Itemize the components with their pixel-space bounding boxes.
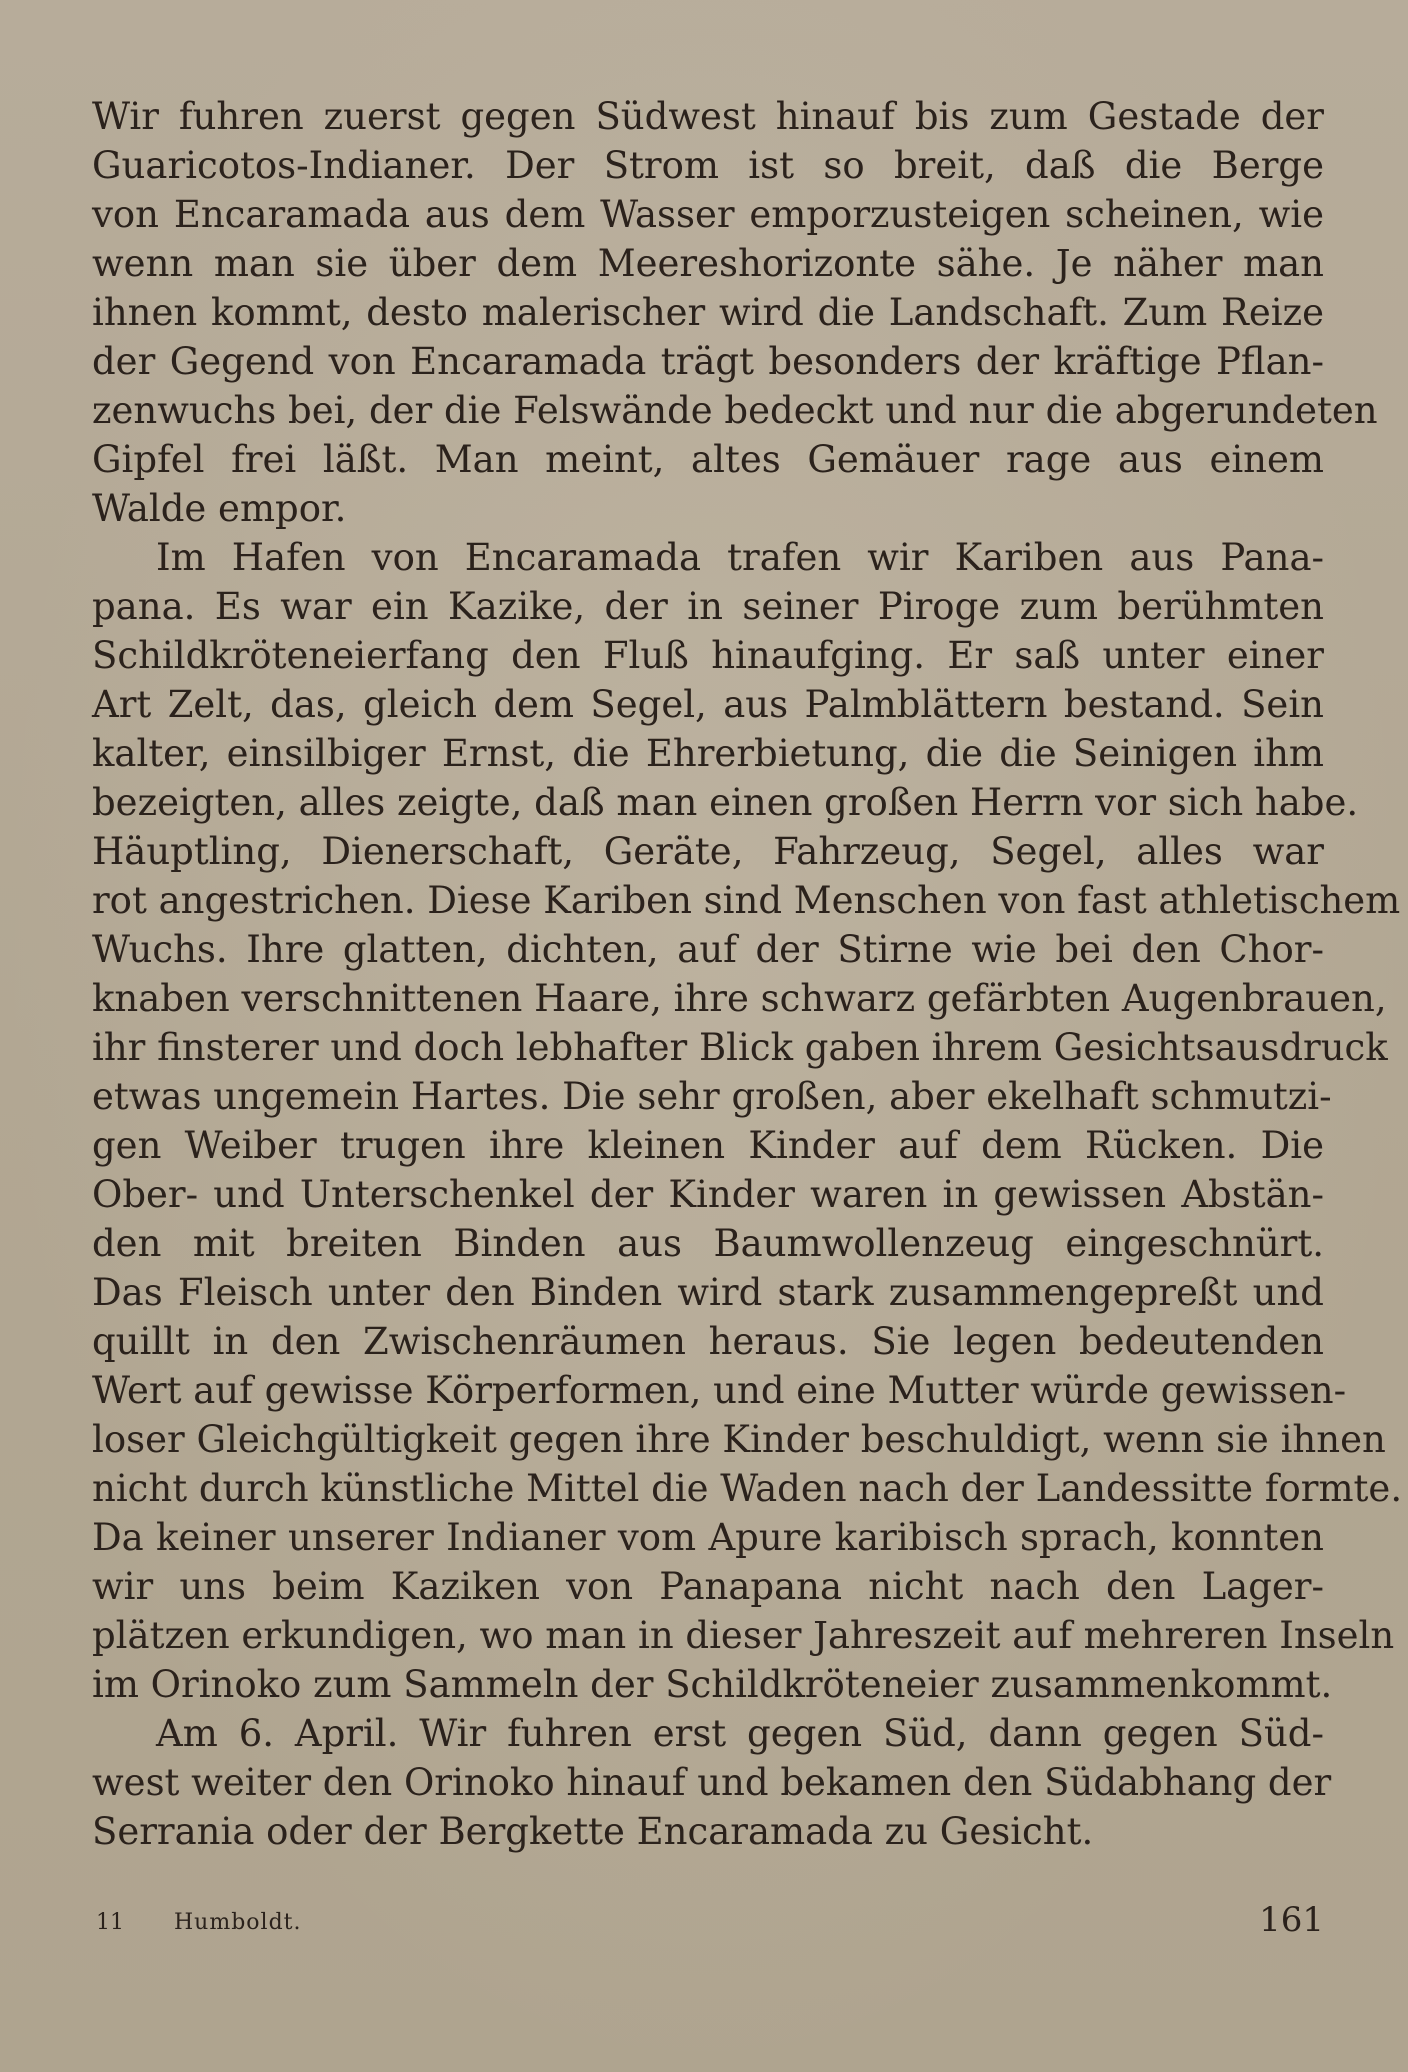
text-line: Schildkröteneierfang den Fluß hinaufging. Er saß unter einer <box>92 634 1324 677</box>
text-line: Wuchs. Ihre glatten, dichten, auf der Stirne wie bei den Chor- <box>92 928 1324 971</box>
text-line: plätzen erkundigen, wo man in dieser Jahreszeit auf mehreren Inseln <box>92 1614 1395 1657</box>
signature-number: 11 <box>96 1910 124 1935</box>
text-line: Im Hafen von Encaramada trafen wir Kariben aus Pana- <box>156 536 1324 579</box>
page-number: 161 <box>1259 1900 1324 1940</box>
text-line: Art Zelt, das, gleich dem Segel, aus Palmblättern bestand. Sein <box>92 683 1324 726</box>
text-line: nicht durch künstliche Mittel die Waden nach der Landessitte formte. <box>92 1467 1403 1510</box>
text-line: Das Fleisch unter den Binden wird stark zusammengepreßt und <box>92 1271 1324 1314</box>
text-line: wir uns beim Kaziken von Panapana nicht nach den Lager- <box>92 1565 1324 1608</box>
text-line: bezeigten, alles zeigte, daß man einen großen Herrn vor sich habe. <box>92 781 1359 824</box>
body-text <box>92 92 1403 1856</box>
text-line: loser Gleichgültigkeit gegen ihre Kinder beschuldigt, wenn sie ihnen <box>92 1418 1386 1461</box>
page-footer <box>92 1900 1324 1944</box>
text-line: der Gegend von Encaramada trägt besonders der kräftige Pflan- <box>92 340 1324 383</box>
text-line: gen Weiber trugen ihre kleinen Kinder auf dem Rücken. Die <box>92 1124 1324 1167</box>
text-line: Serrania oder der Bergkette Encaramada zu Gesicht. <box>92 1810 1094 1853</box>
text-line: etwas ungemein Hartes. Die sehr großen, aber ekelhaft schmutzi- <box>92 1075 1332 1118</box>
text-line: Ober- und Unterschenkel der Kinder waren in gewissen Abstän- <box>92 1173 1324 1216</box>
text-line: Da keiner unserer Indianer vom Apure karibisch sprach, konnten <box>92 1516 1324 1559</box>
text-line: knaben verschnittenen Haare, ihre schwarz gefärbten Augenbrauen, <box>92 977 1387 1020</box>
text-line: im Orinoko zum Sammeln der Schildkröteneier zusammenkommt. <box>92 1663 1333 1706</box>
text-line: Wir fuhren zuerst gegen Südwest hinauf bis zum Gestade der <box>92 95 1324 138</box>
text-line: Am 6. April. Wir fuhren erst gegen Süd, dann gegen Süd- <box>156 1712 1324 1755</box>
text-line: von Encaramada aus dem Wasser emporzusteigen scheinen, wie <box>92 193 1324 236</box>
text-line: Guaricotos-Indianer. Der Strom ist so breit, daß die Berge <box>92 144 1324 187</box>
text-line: kalter, einsilbiger Ernst, die Ehrerbietung, die die Seinigen ihm <box>92 732 1324 775</box>
text-line: ihnen kommt, desto malerischer wird die Landschaft. Zum Reize <box>92 291 1324 334</box>
text-line: ihr finsterer und doch lebhafter Blick gaben ihrem Gesichtsausdruck <box>92 1026 1388 1069</box>
text-line: zenwuchs bei, der die Felswände bedeckt und nur die abgerundeten <box>92 389 1378 432</box>
signature-name: Humboldt. <box>174 1910 302 1935</box>
text-line: wenn man sie über dem Meereshorizonte sähe. Je näher man <box>92 242 1324 285</box>
text-line: pana. Es war ein Kazike, der in seiner Piroge zum berühmten <box>92 585 1324 628</box>
text-line: rot angestrichen. Diese Kariben sind Menschen von fast athletischem <box>92 879 1401 922</box>
text-line: Gipfel frei läßt. Man meint, altes Gemäuer rage aus einem <box>92 438 1324 481</box>
text-line: den mit breiten Binden aus Baumwollenzeug eingeschnürt. <box>92 1222 1324 1265</box>
text-line: Häuptling, Dienerschaft, Geräte, Fahrzeug, Segel, alles war <box>92 830 1324 873</box>
text-line: quillt in den Zwischenräumen heraus. Sie legen bedeutenden <box>92 1320 1324 1363</box>
text-line: Walde empor. <box>92 487 347 530</box>
text-line: west weiter den Orinoko hinauf und bekamen den Südabhang der <box>92 1761 1332 1804</box>
text-line: Wert auf gewisse Körperformen, und eine Mutter würde gewissen- <box>92 1369 1347 1412</box>
